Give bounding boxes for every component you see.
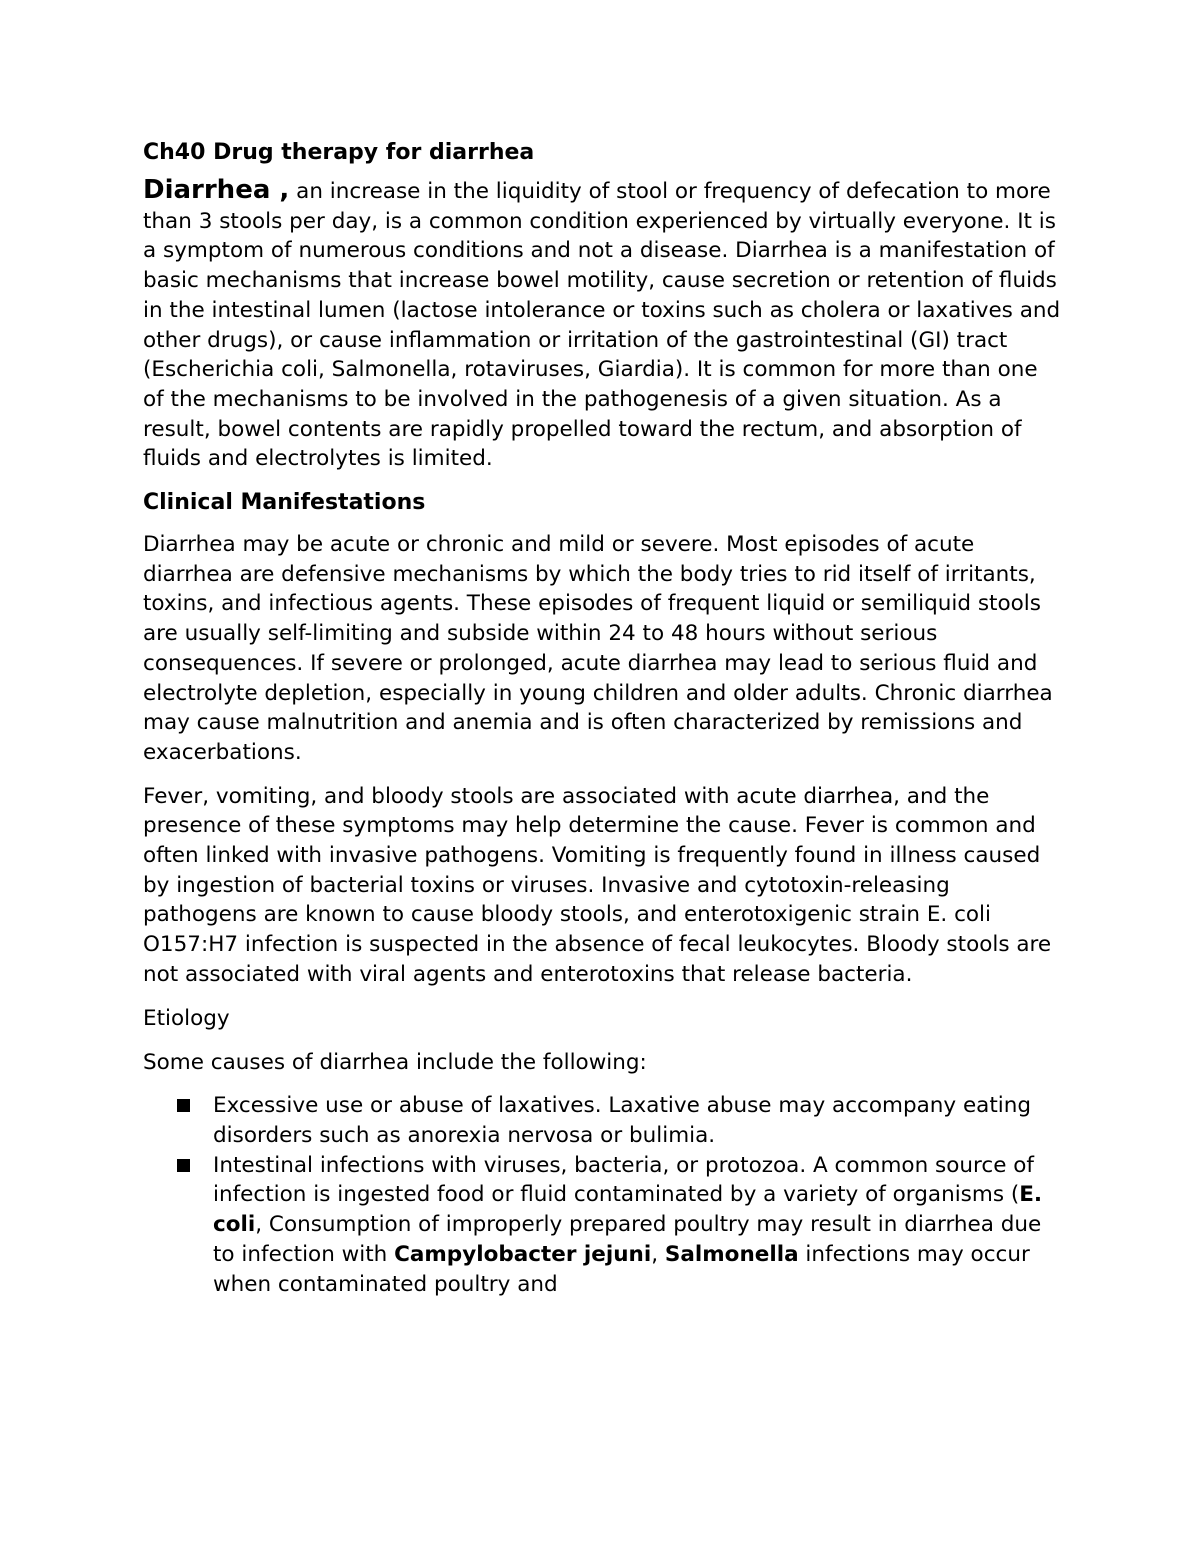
document-title: Ch40 Drug therapy for diarrhea xyxy=(143,140,535,165)
organism-salmonella: Salmonella xyxy=(664,1241,799,1267)
intro-text: an increase in the liquidity of stool or frequency of defecation to more than 3 stools per day, is a common condition experienced by virtually everyone. It is a symptom of numerous conditions and not a disease. Diarrhea is a manifestation of basic mechanisms that increase bowel motility, cause secretion or retention of fluids in the intestinal lumen (lactose intolerance or toxins such as cholera or laxatives and other drugs), or cause inflammation or irritation of the gastrointestinal (GI) tract (Escherichia coli, Salmonella, rotaviruses, Giardia). It is common for more than one of the mechanisms to be involved in the pathogenesis of a given situation. As a result, bowel contents are rapidly propelled toward the rectum, and absorption of fluids and electrolytes is limited. xyxy=(143,179,1061,472)
list-item-text-part3: , xyxy=(651,1241,665,1267)
list-item-text-part2: , Consumption of improperly prepared poultry may result in diarrhea due to infection with xyxy=(213,1212,1042,1267)
document-page xyxy=(143,138,1063,1299)
clinical-paragraph-2: Fever, vomiting, and bloody stools are associated with acute diarrhea, and the presence of these symptoms may help determine the cause. Fever is common and often linked with invasive pathogens. Vomiting is frequently found in illness caused by ingestion of bacterial toxins or viruses. Invasive and cytotoxin-releasing pathogens are known to cause bloody stools, and enterotoxigenic strain E. coli O157:H7 infection is suspected in the absence of fecal leukocytes. Bloody stools are not associated with viral agents and enterotoxins that release bacteria. xyxy=(143,783,1052,987)
intro-term: Diarrhea , xyxy=(143,175,290,205)
list-item xyxy=(143,1151,1063,1300)
organism-campylobacter: Campylobacter jejuni xyxy=(394,1241,652,1267)
list-item xyxy=(143,1091,1063,1150)
clinical-heading: Clinical Manifestations xyxy=(143,490,426,516)
list-item-text: Excessive use or abuse of laxatives. Laxative abuse may accompany eating disorders such as anorexia nervosa or bulimia. xyxy=(213,1093,1032,1148)
list-item-text-part1: Intestinal infections with viruses, bacteria, or protozoa. A common source of infection is ingested food or fluid contaminated by a variety of organisms ( xyxy=(213,1152,1034,1208)
square-bullet-icon xyxy=(177,1159,190,1172)
etiology-lead: Some causes of diarrhea include the following: xyxy=(143,1049,647,1075)
etiology-heading: Etiology xyxy=(143,1005,230,1031)
causes-list xyxy=(143,1091,1063,1299)
intro-paragraph xyxy=(143,176,1063,474)
square-bullet-icon xyxy=(177,1099,190,1112)
organism-ecoli: E. coli xyxy=(213,1182,1043,1238)
clinical-paragraph-1: Diarrhea may be acute or chronic and mild or severe. Most episodes of acute diarrhea are defensive mechanisms by which the body tries to rid itself of irritants, toxins, and infectious agents. These episodes of frequent liquid or semiliquid stools are usually self-limiting and subside within 24 to 48 hours without serious consequences. If severe or prolonged, acute diarrhea may lead to serious fluid and electrolyte depletion, especially in young children and older adults. Chronic diarrhea may cause malnutrition and anemia and is often characterized by remissions and exacerbations. xyxy=(143,532,1053,765)
list-item-text-part4: infections may occur when contaminated poultry and xyxy=(213,1241,1030,1297)
